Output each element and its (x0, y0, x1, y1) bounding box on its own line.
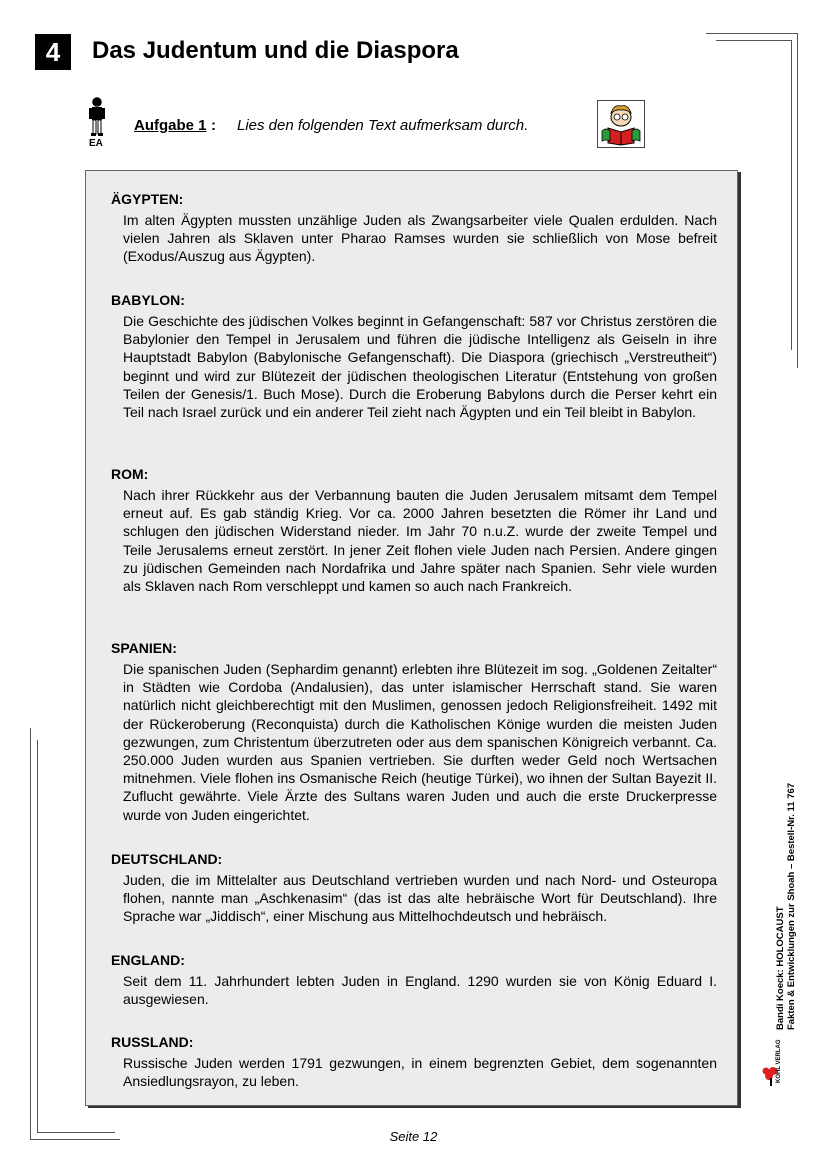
section-russia (111, 1034, 717, 1090)
section-germany (111, 851, 717, 926)
task-colon: : (211, 117, 216, 134)
corner-line-top-h2 (716, 40, 792, 41)
sidebar-line-2: Fakten & Entwicklungen zur Shoah – Bestell-Nr. 11 767 (786, 782, 797, 1030)
publisher-name: KOHL VERLAG (776, 1039, 782, 1083)
section-heading: ENGLAND: (111, 952, 185, 968)
section-body: Russische Juden werden 1791 gezwungen, in einem begrenzten Gebiet, dem sogenannten Ansiedlungsrayon, zu leben. (123, 1055, 717, 1090)
sidebar-line-1: Bandi Koeck: HOLOCAUST (775, 906, 786, 1030)
publisher-logo-icon (762, 1038, 802, 1088)
section-body: Nach ihrer Rückkehr aus der Verbannung bauten die Juden Jerusalem mitsamt dem Tempel erneut auf. Es gab ständig Krieg. Vor ca. 2000 Jahren besetzten die Römer ihr Land und schlugen den jüdischen Widerstand nieder. Im Jahr 70 n.u.Z. wurde der zweite Tempel und Teile Jerusalems erneut zerstört. In jener Zeit flohen viele Juden nach Persien. Andere gingen zu jüdischen Gemeinden nach Nordafrika und Jahre später nach Spanien. Sehr viele wurden als Sklaven nach Rom verschleppt und kamen so auch nach Frankreich. (123, 487, 717, 595)
section-egypt (111, 191, 717, 266)
work-mode-label: EA (89, 138, 103, 149)
section-heading: SPANIEN: (111, 640, 177, 656)
task-label: Aufgabe 1 (134, 117, 207, 134)
section-england (111, 952, 717, 1008)
corner-line-bottom-v2 (37, 740, 38, 1132)
section-body: Im alten Ägypten mussten unzählige Juden als Zwangsarbeiter viele Qualen erdulden. Nach vielen Jahren als Sklaven unter Pharao Ramses wurden sie schließlich von Mose befreit (Exodus/Auszug aus Ägypten). (123, 212, 717, 265)
task-instruction: Lies den folgenden Text aufmerksam durch. (237, 117, 529, 134)
reading-icon (597, 100, 645, 148)
section-spain (111, 640, 717, 824)
section-rome (111, 466, 717, 595)
section-heading: DEUTSCHLAND: (111, 851, 223, 867)
section-heading: BABYLON: (111, 292, 185, 308)
section-body: Juden, die im Mittelalter aus Deutschland vertrieben wurden und nach Nord- und Osteuropa flohen, nannte man „Aschkenasim“ (das ist das alte hebräische Wort für Deutschland). Ihre Sprache war „Jiddisch“, einer Mischung aus Mittelhochdeutsch und hebräisch. (123, 872, 717, 925)
publisher-sidebar-text (775, 783, 797, 1030)
section-heading: ÄGYPTEN: (111, 191, 184, 207)
corner-line-top-v (797, 33, 798, 368)
chapter-number: 4 (35, 34, 71, 70)
corner-line-top-v2 (791, 40, 792, 350)
section-babylon (111, 292, 717, 421)
text-box (85, 170, 738, 1106)
page-number: Seite 12 (389, 1129, 438, 1144)
page-title: Das Judentum und die Diaspora (92, 37, 459, 64)
section-heading: RUSSLAND: (111, 1034, 194, 1050)
section-body: Seit dem 11. Jahrhundert lebten Juden in England. 1290 wurden sie von König Eduard I. ausgewiesen. (123, 973, 717, 1008)
section-heading: ROM: (111, 466, 149, 482)
corner-line-top-h (706, 33, 798, 34)
section-body: Die spanischen Juden (Sephardim genannt) erlebten ihre Blütezeit im sog. „Goldenen Zeitalter“ in Städten wie Cordoba (Andalusien), das unter islamischer Herrschaft stand. Sie waren natürlich nicht gleichberechtigt mit den Muslimen, genossen jedoch Religionsfreiheit. 1492 mit der Rückeroberung (Reconquista) durch die Katholischen Könige wurden die meisten Juden gezwungen, zum Christentum überzutreten oder aus dem spanischen Königreich verbannt. Ca. 250.000 Juden wurden aus Spanien vertrieben. Sie durften weder Geld noch Wertsachen mitnehmen. Viele flohen ins Osmanische Reich (heutige Türkei), wo ihnen der Sultan Bayezit II. Zuflucht gewährte. Viele Ärzte des Sultans waren Juden und auch die erste Druckerpresse wurde von Juden eingerichtet. (123, 661, 717, 823)
single-work-person-icon (86, 97, 108, 137)
corner-line-bottom-v (30, 728, 31, 1140)
section-body: Die Geschichte des jüdischen Volkes beginnt in Gefangenschaft: 587 vor Christus zerstören die Babylonier den Tempel in Jerusalem und führen die jüdische Intelligenz als Geiseln in ihre Hauptstadt Babylon (Babylonische Gefangenschaft). Die Diaspora (griechisch „Verstreutheit“) beginnt und wird zur Blütezeit der jüdischen theologischen Literatur (Entstehung von großen Teilen der Genesis/1. Buch Mose). Durch die Eroberung Babylons durch die Perser kehrt ein Teil nach Israel zurück und ein anderer Teil zieht nach Ägypten und ein Teil bleibt in Babylon. (123, 313, 717, 421)
